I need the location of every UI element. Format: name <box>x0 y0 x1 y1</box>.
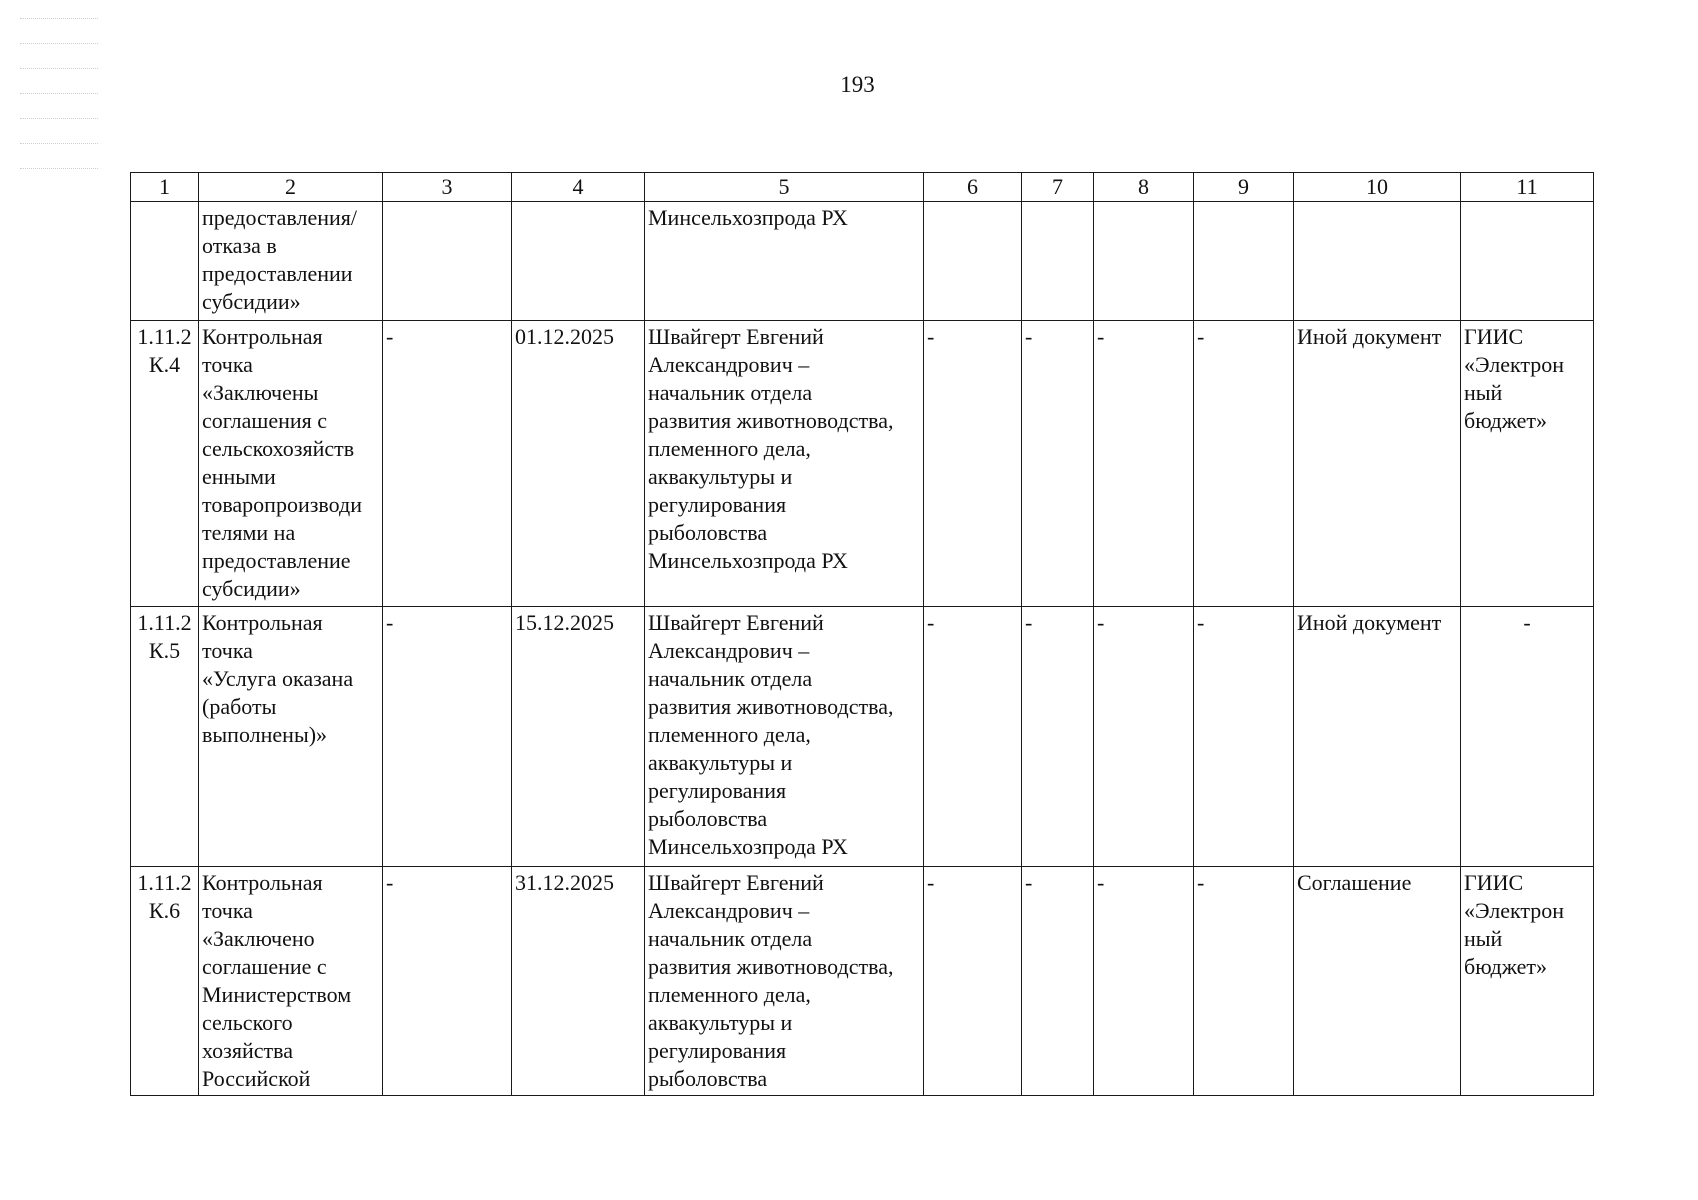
column-header-7: 7 <box>1022 173 1094 202</box>
cell-col3: - <box>383 607 512 867</box>
cell-number <box>131 202 199 321</box>
cell-col9: - <box>1194 607 1294 867</box>
column-header-3: 3 <box>383 173 512 202</box>
scan-artifact <box>20 18 98 228</box>
cell-document <box>1294 202 1461 321</box>
cell-document: Иной документ <box>1294 607 1461 867</box>
cell-col8: - <box>1094 607 1194 867</box>
column-header-4: 4 <box>512 173 645 202</box>
column-header-6: 6 <box>924 173 1022 202</box>
cell-col8: - <box>1094 321 1194 607</box>
cell-col8: - <box>1094 867 1194 1096</box>
column-header-9: 9 <box>1194 173 1294 202</box>
table-row <box>131 321 1594 607</box>
header-row <box>131 173 1594 202</box>
cell-col7: - <box>1022 867 1094 1096</box>
cell-col3: - <box>383 321 512 607</box>
cell-system: ГИИС «Электрон ный бюджет» <box>1461 867 1594 1096</box>
page-number: 193 <box>840 72 875 97</box>
column-header-1: 1 <box>131 173 199 202</box>
control-points-table <box>130 172 1594 1096</box>
cell-name: Контрольная точка «Заключено соглашение с Министерством сельского хозяйства Российской <box>199 867 383 1096</box>
column-header-5: 5 <box>645 173 924 202</box>
cell-responsible: Швайгерт Евгений Александрович – начальник отдела развития животноводства, племенного дела, аквакультуры и регулирования рыболовства Минсельхозпрода РХ <box>645 321 924 607</box>
cell-date: 15.12.2025 <box>512 607 645 867</box>
cell-col3 <box>383 202 512 321</box>
cell-name: Контрольная точка «Заключены соглашения с сельскохозяйств енными товаропроизводи телями на предоставление субсидии» <box>199 321 383 607</box>
cell-number: 1.11.2 К.5 <box>131 607 199 867</box>
cell-system: - <box>1461 607 1594 867</box>
column-header-2: 2 <box>199 173 383 202</box>
cell-col6 <box>924 202 1022 321</box>
column-header-8: 8 <box>1094 173 1194 202</box>
table-row <box>131 867 1594 1096</box>
table-row <box>131 607 1594 867</box>
cell-col6: - <box>924 867 1022 1096</box>
cell-responsible: Минсельхозпрода РХ <box>645 202 924 321</box>
cell-system <box>1461 202 1594 321</box>
cell-date: 01.12.2025 <box>512 321 645 607</box>
cell-col7: - <box>1022 321 1094 607</box>
cell-name: предоставления/ отказа в предоставлении субсидии» <box>199 202 383 321</box>
cell-date <box>512 202 645 321</box>
cell-col3: - <box>383 867 512 1096</box>
cell-name: Контрольная точка «Услуга оказана (работы выполнены)» <box>199 607 383 867</box>
cell-col7: - <box>1022 607 1094 867</box>
cell-col9: - <box>1194 321 1294 607</box>
cell-responsible: Швайгерт Евгений Александрович – начальник отдела развития животноводства, племенного дела, аквакультуры и регулирования рыболовства <box>645 867 924 1096</box>
cell-document: Соглашение <box>1294 867 1461 1096</box>
cell-col9: - <box>1194 867 1294 1096</box>
cell-number: 1.11.2 К.6 <box>131 867 199 1096</box>
cell-responsible: Швайгерт Евгений Александрович – начальник отдела развития животноводства, племенного дела, аквакультуры и регулирования рыболовства Минсельхозпрода РХ <box>645 607 924 867</box>
cell-number: 1.11.2 К.4 <box>131 321 199 607</box>
cell-system: ГИИС «Электрон ный бюджет» <box>1461 321 1594 607</box>
cell-document: Иной документ <box>1294 321 1461 607</box>
cell-col9 <box>1194 202 1294 321</box>
cell-col6: - <box>924 607 1022 867</box>
cell-date: 31.12.2025 <box>512 867 645 1096</box>
column-header-11: 11 <box>1461 173 1594 202</box>
column-header-10: 10 <box>1294 173 1461 202</box>
cell-col8 <box>1094 202 1194 321</box>
cell-col7 <box>1022 202 1094 321</box>
cell-col6: - <box>924 321 1022 607</box>
table-row <box>131 202 1594 321</box>
